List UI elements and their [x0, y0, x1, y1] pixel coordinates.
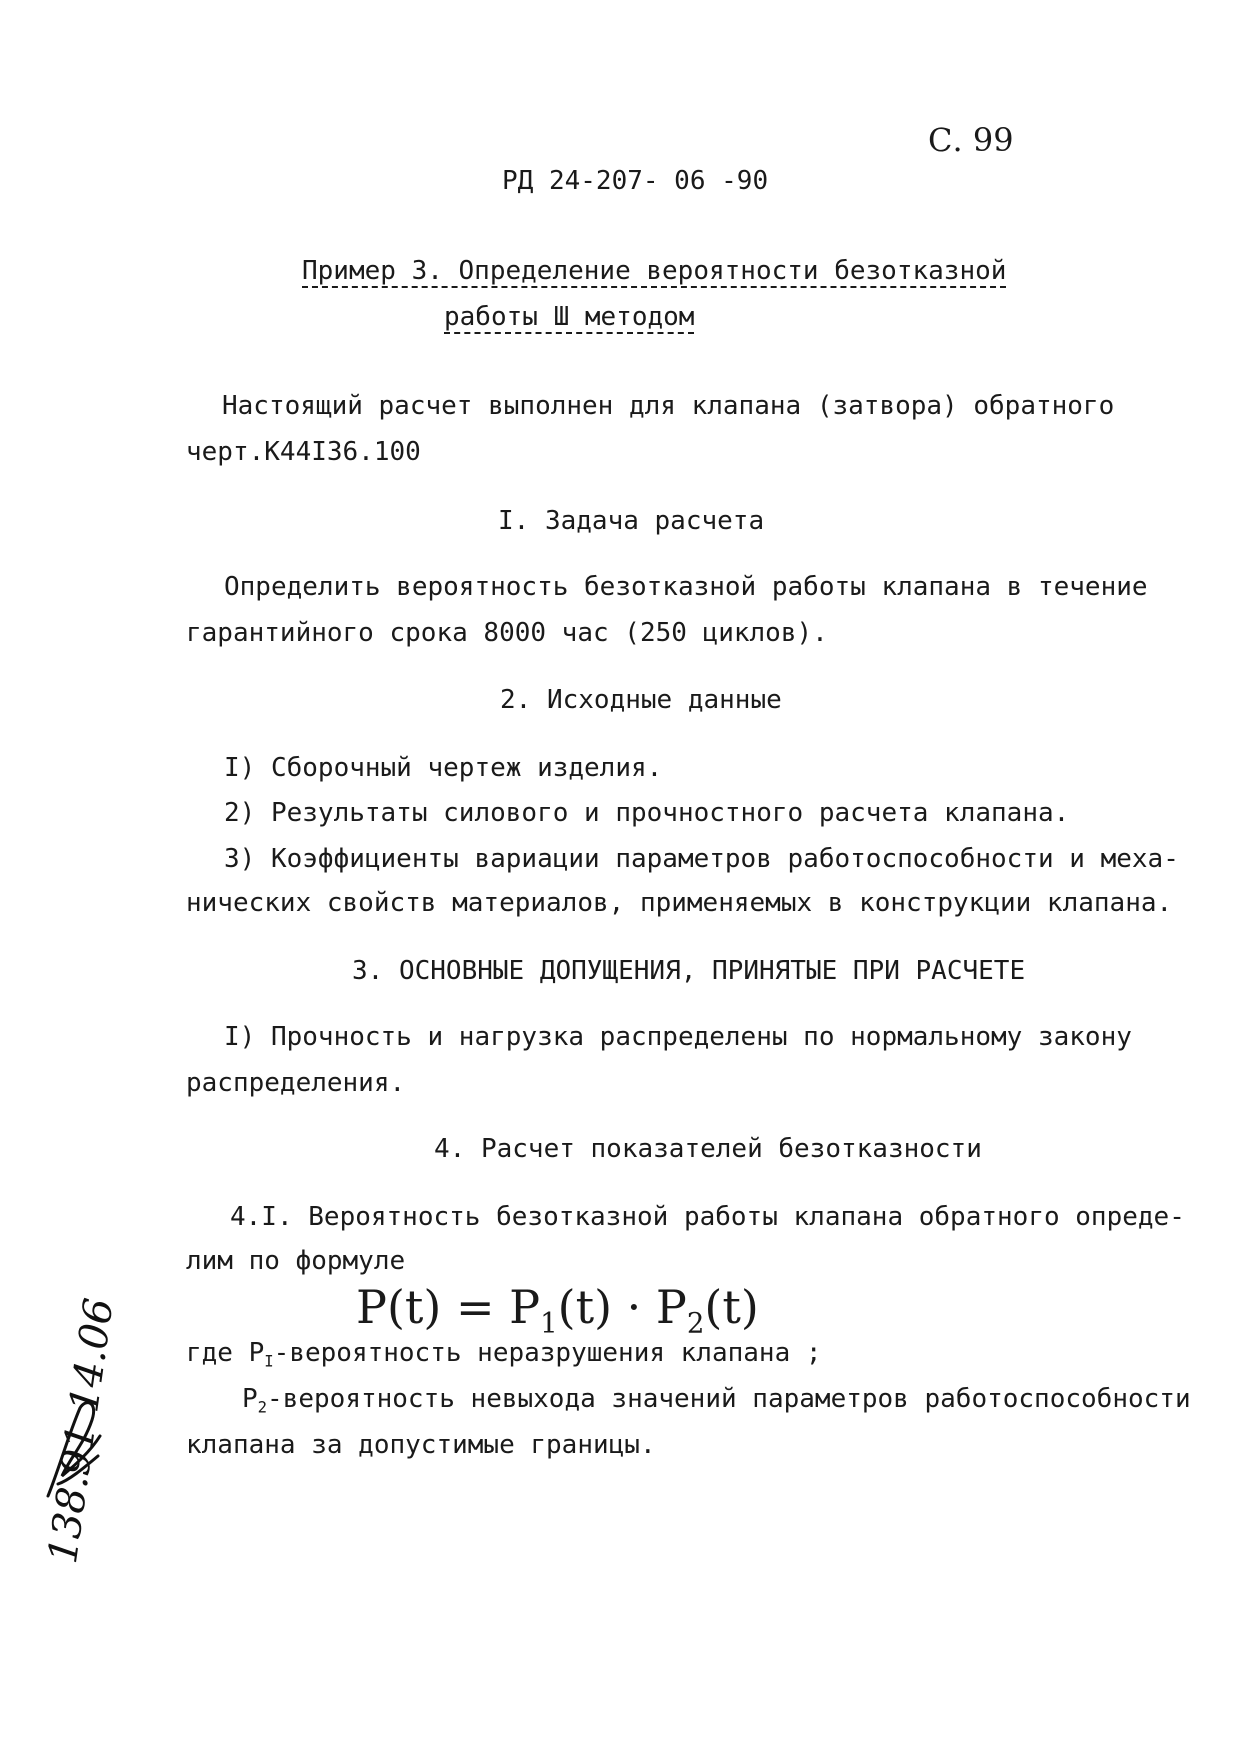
where-p2-line2: клапана за допустимые границы. [186, 1430, 656, 1460]
where-p1-definition [186, 1340, 822, 1370]
section2-heading: 2. Исходные данные [500, 685, 782, 715]
section3-item1-line2: распределения. [186, 1068, 406, 1098]
section1-line2: гарантийного срока 8000 час (250 циклов). [186, 618, 828, 648]
section2-item3-line2: нических свойств материалов, применяемых в конструкции клапана. [186, 888, 1173, 918]
page-number: С. 99 [928, 121, 1014, 159]
formula-sub1: 1 [540, 1306, 558, 1340]
section2-item3-line1: 3) Коэффициенты вариации параметров работоспособности и меха- [224, 844, 1179, 874]
document-code: РД 24-207- 06 -90 [502, 166, 769, 196]
margin-handwritten-note: 138.91 14.06 [40, 1295, 123, 1567]
section1-heading: I. Задача расчета [498, 506, 765, 536]
intro-paragraph-line1: Настоящий расчет выполнен для клапана (затвора) обратного [222, 391, 1115, 421]
section4-para-line1: 4.I. Вероятность безотказной работы клапана обратного опреде- [230, 1202, 1185, 1232]
where-p1-prefix: где P [186, 1338, 265, 1368]
example-title-line2: работы Ш методом [444, 302, 695, 332]
section1-line1: Определить вероятность безотказной работы клапана в течение [224, 572, 1148, 602]
section2-item2: 2) Результаты силового и прочностного расчета клапана. [224, 798, 1070, 828]
signature-scribble [40, 1396, 110, 1506]
section4-para-line2: лим по формуле [186, 1246, 406, 1276]
intro-paragraph-line2: черт.К44I36.100 [186, 437, 421, 467]
where-p2-text: -вероятность невыхода значений параметров работоспособности [267, 1384, 1191, 1414]
where-p2-prefix: P [242, 1384, 258, 1414]
where-p2-sub: 2 [257, 1398, 268, 1417]
formula-right: (t) [704, 1280, 759, 1334]
formula-sub2: 2 [686, 1306, 705, 1340]
formula-left: P(t) = P [356, 1280, 541, 1334]
formula-mid: (t) · P [557, 1280, 687, 1334]
example-title-line1: Пример 3. Определение вероятности безотказной [302, 256, 1007, 286]
where-p1-text: -вероятность неразрушения клапана ; [273, 1338, 822, 1368]
where-p1-sub: I [264, 1352, 274, 1371]
section4-heading: 4. Расчет показателей безотказности [434, 1134, 982, 1164]
reliability-formula [356, 1280, 759, 1340]
section2-item1: I) Сборочный чертеж изделия. [224, 753, 663, 783]
section3-heading: 3. ОСНОВНЫЕ ДОПУЩЕНИЯ, ПРИНЯТЫЕ ПРИ РАСЧЕТЕ [352, 956, 1026, 986]
section3-item1-line1: I) Прочность и нагрузка распределены по нормальному закону [224, 1022, 1132, 1052]
where-p2-definition [242, 1386, 1191, 1416]
